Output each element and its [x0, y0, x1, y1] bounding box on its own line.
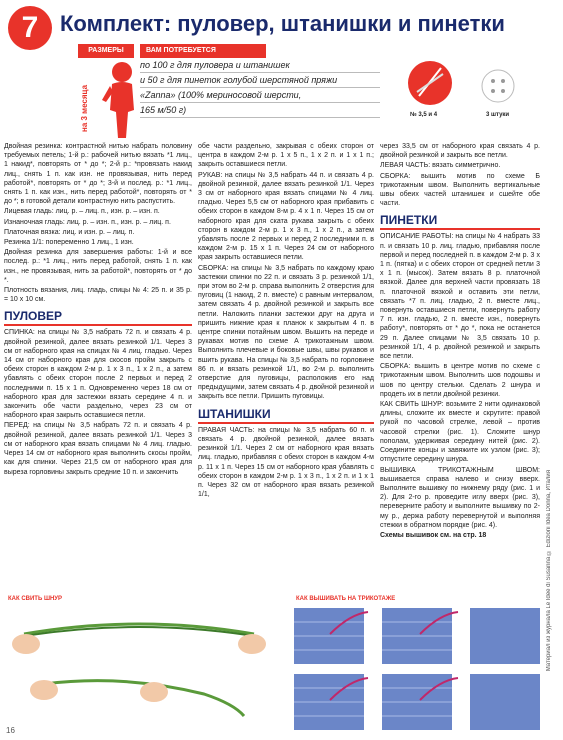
- instruction-paragraph: СБОРКА: вышить в центре мотив по схеме с трикотажным швом. Выполнить шов подошвы и шов по центру стельки. Сделать 2 шнура и продеть их в петли двойной резинки.: [380, 363, 540, 398]
- instruction-paragraph: Платочная вязка: лиц. и изн. р. – лиц. п.: [4, 228, 135, 236]
- instruction-paragraph: ПРАВАЯ ЧАСТЬ: на спицы № 3,5 набрать 60 п. и связать 4 р. двойной резинкой, далее вязать резинкой 1/1. Через 2 см от наборного края вязать лиц. гладью, прибавляя с обеих сторон в каждом 4-м р. 11 х 1 п. Через 15 см от наборного края убавлять с обеих сторон в каждом 2-м р. 1 х 3 п., 1 х 2 п. и 1 х 1 п. Через 32 см от наборного края вязать резинкой 1/1,: [198, 426, 374, 499]
- instruction-paragraph: обе части раздельно, закрывая с обеих сторон от центра в каждом 2-м р. 1 х 5 п., 1 х 2 п. и 1 х 1 п.; закрыть оставшиеся петли.: [198, 143, 374, 169]
- instruction-paragraph: ВЫШИВКА ТРИКОТАЖНЫМ ШВОМ: вышивается справа налево и снизу вверх. Выполните вышивку по нижнему ряду (рис. 1 и 2). Для 2-го р. проведите иглу вверх (рис. 3), переверните работу и выполните вышивку по 2-му р., держа работу перевернутой и выполняя стежки в обратном порядке (рис. 4).: [380, 466, 540, 529]
- sizes-tab: РАЗМЕРЫ: [78, 44, 134, 58]
- materials-line: «Zanna» (100% мериносовой шерсти,: [140, 88, 380, 103]
- section-heading-pants: ШТАНИШКИ: [198, 406, 374, 424]
- column-3: [380, 142, 540, 541]
- instruction-paragraph: Двойная резинка: контрастной нитью набрать половину требуемых петель; 1-й р.: рабочей нитью вязать *1 лиц., 1 накид*, повторять от * до *; 2-й р.: *провязать накид лиц., снять 1 п. как изн. не провязывая, нить перед работой*, повторять от * до *; 3-й и послед. р.: *1 лиц., снять 1 п. как изн., нить перед работой*, повторять от * до *; в готовой детали контрастную нить распустить.: [4, 143, 192, 206]
- materials-tab: ВАМ ПОТРЕБУЕТСЯ: [140, 44, 266, 58]
- column-2: [198, 142, 374, 500]
- section-number-badge: 7: [8, 6, 52, 50]
- page-number: 16: [6, 726, 15, 735]
- section-heading-booties: ПИНЕТКИ: [380, 212, 540, 230]
- materials-list: [140, 58, 380, 118]
- instruction-paragraph: СБОРКА: вышить мотив по схеме Б трикотажным швом. Выполнить вертикальные швы обеих частей штанишек и сшейте обе части.: [380, 172, 540, 208]
- instruction-paragraph: ЛЕВАЯ ЧАСТЬ: вязать симметрично.: [380, 162, 501, 170]
- cord-twisting-illustration: [4, 604, 274, 724]
- cord-howto-label: КАК СВИТЬ ШНУР: [8, 596, 63, 602]
- instruction-paragraph: Изнаночная гладь: лиц. р. – изн. п., изн. р. – лиц. п.: [4, 218, 171, 226]
- materials-line: по 100 г для пуловера и штанишек: [140, 58, 380, 73]
- instruction-paragraph: через 33,5 см от наборного края связать 4 р. двойной резинкой и закрыть все петли.: [380, 143, 540, 160]
- instruction-paragraph: Двойная резинка для завершения работы: 1-й и все послед. р.: *1 лиц., нить перед работой, снять 1 п. как изн., не провязывая, нить за работой*, повторять от * до *.: [4, 249, 192, 284]
- instruction-paragraph: Схемы вышивок см. на стр. 18: [380, 531, 487, 539]
- instruction-paragraph: СПИНКА: на спицы № 3,5 набрать 72 п. и связать 4 р. двойной резинкой, далее вязать резинкой 1/1. Через 3 см от наборного края на спицах № 4 лиц. гладью. Через 14 см от наборного края для скосов пройм закрыть с обеих сторон в каждом 2-м р. 1 х 3 п., 1 х 2 п., а затем убавлять с обеих сторон после 2 первых и перед 2 последними п. 15 х 1 п. Одновременно через 18 см от наборного края для застежки вязать середине 4 п. и закончить обе части раздельно, через 23 см от наборного края закрыть оставшиеся петли.: [4, 329, 192, 420]
- embroidery-howto-label: КАК ВЫШИВАТЬ НА ТРИКОТАЖЕ: [296, 596, 396, 602]
- credit-text: Материал из журнала Le Idee di Susanna © Edizioni Idea Donna, Италия: [546, 470, 552, 672]
- buttons-icon: [478, 66, 518, 106]
- materials-line: 165 м/50 г): [140, 103, 380, 118]
- materials-line: и 50 г для пинеток голубой шерстяной пряжи: [140, 73, 380, 88]
- needles-icon: [405, 58, 455, 108]
- size-value: на 3 месяца: [80, 84, 89, 132]
- page-title: Комплект: пуловер, штанишки и пинетки: [60, 11, 505, 36]
- instruction-paragraph: РУКАВ: на спицы № 3,5 набрать 44 п. и связать 4 р. двойной резинкой, далее вязать резинкой 1/1. Через 3 см от наборного края вязать спицами № 4 лиц. гладью. Через 5,5 см от наборного края прибавить с обеих сторон в каждом 8-м р. 4 х 1 п. Через 15 см от наборного края для ската рукава закрыть с обеих сторон в каждом 2-м р. 1 х 3 п., 1 х 2 п., а затем убавлять после 2 первых и перед 2 последними п. в каждом 2-м р. 15 х 1 п. Через 24 см от наборного края закрыть оставшиеся петли.: [198, 171, 374, 262]
- instruction-paragraph: Лицевая гладь: лиц. р. – лиц. п., изн. р. – изн. п.: [4, 208, 160, 216]
- baby-silhouette-icon: [100, 60, 140, 140]
- column-1: [4, 142, 192, 478]
- instruction-paragraph: ОПИСАНИЕ РАБОТЫ: на спицы № 4 набрать 33 п. и связать 10 р. лиц. гладью, прибавляя после первой и перед последней п. в каждом 2-м р. 3 х 1 п. (пятка) и с обеих сторон от средней петли 3 х 1 п. (мысок). Затем вязать 8 р. платочной вязкой. Далее для верхней части провязать 18 п. платочной вязкой и оставить эти петли, связать *7 п. лиц. гладью, 2 п. вместе лиц., повернуть оставшиеся петли, повернуть работу 7 п. изн. гладью, 2 п. вместе изн., повернуть работу*, повторять от * до *, пока не останется 29 п. Далее спицами № 3,5 связать 10 р. резинкой 1/1, 4 р. двойной резинкой и закрыть все петли.: [380, 233, 540, 361]
- needles-size: № 3,5 и 4: [410, 112, 438, 118]
- instruction-paragraph: ПЕРЕД: на спицы № 3,5 набрать 72 п. и связать 4 р. двойной резинкой, далее вязать резинкой 1/1. Через 3 см от наборного края вязать спицами № 4 лиц. гладью. Через 14 см от наборного края выполнить скосы пройм, как для спинки. Через 21,5 см от наборного края для выреза горловины закрыть средние 10 п. и закончить: [4, 422, 192, 476]
- instruction-paragraph: СБОРКА: на спицы № 3,5 набрать по каждому краю застежки спинки по 22 п. и связать 3 р. резинкой 1/1, при этом во 2-м р. справа выполнить 2 отверстия для пуговиц (1 накид, 2 п. вместе) с равным интервалом, затем связать 4 р. двойной резинкой и закрыть все петли. Наложить планки застежки друг на друга и пришить нижние края к планок к закрытым 4 п. в центре спинки потайным швом. Вышить на переде и рукавах мотив по схеме А трикотажным швом. Выполнить плечевые и боковые швы, швы рукавов и вшить рукава. На спицы № 3,5 набрать по горловине 86 п. и вязать резинкой 1/1, во 2-м р. выполнить отверстие для пуговицы, расположив его над предыдущими, затем связать 4 р. двойной резинкой и закрыть все петли. Пришить пуговицы.: [198, 264, 374, 401]
- section-heading-pullover: ПУЛОВЕР: [4, 308, 192, 326]
- instruction-paragraph: КАК СВИТЬ ШНУР: возьмите 2 нити одинаковой длины, сложите их вместе и скрутите: правой рукой по часовой стрелке, левой – против часовой стрелки (рис. 1). Сложите шнур пополам, удерживая середину нитей (рис. 2). Соедините концы и завяжите их узлом (рис. 3); отпустите середину шнура.: [380, 401, 540, 464]
- instruction-paragraph: Плотность вязания, лиц. гладь, спицы № 4: 25 п. и 35 р. = 10 х 10 см.: [4, 287, 192, 304]
- instruction-paragraph: Резинка 1/1: попеременно 1 лиц., 1 изн.: [4, 239, 134, 247]
- buttons-count: 3 штуки: [486, 112, 510, 118]
- knit-embroidery-illustration: [290, 604, 546, 734]
